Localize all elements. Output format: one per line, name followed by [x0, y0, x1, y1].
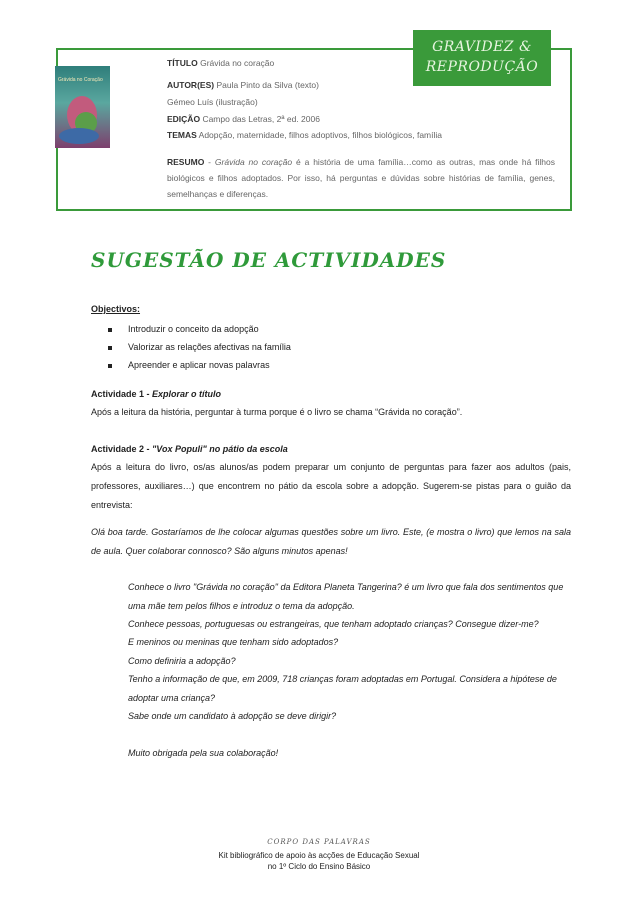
theme-tag-line1: GRAVIDEZ & [432, 39, 532, 55]
book-cover-title: Grávida no Coração [58, 77, 103, 83]
interview-question: Como definiria a adopção? [128, 656, 236, 666]
summary-label: RESUMO [167, 157, 205, 167]
interview-question: Tenho a informação de que, em 2009, 718 crianças foram adoptadas em Portugal. Considera a hipótese de adoptar uma criança? [128, 674, 557, 703]
footer-line2: no 1º Ciclo do Ensino Básico [267, 862, 371, 871]
objective-item [108, 324, 259, 334]
author-row [167, 80, 319, 90]
activity1-title: Explorar o título [152, 389, 222, 399]
summary-book-title: Grávida no coração [214, 157, 293, 167]
footer-brand: CORPO DAS PALAVRAS [267, 838, 371, 846]
interview-intro: Olá boa tarde. Gostaríamos de lhe colocar algumas questões sobre um livro. Este, (e mostra o livro) que lemos na sala de aula. Quer colaborar connosco? São alguns minutos apenas! [91, 527, 571, 556]
footer-line1: Kit bibliográfico de apoio às acções de Educação Sexual [218, 851, 420, 860]
themes-label: TEMAS [167, 130, 197, 140]
interview-question: E meninos ou meninas que tenham sido adoptados? [128, 637, 339, 647]
author-label: AUTOR(ES) [167, 80, 215, 90]
themes-value: Adopção, maternidade, filhos adoptivos, filhos biológicos, família [198, 130, 442, 140]
bullet-icon [108, 346, 112, 350]
objective-text: Introduzir o conceito da adopção [128, 324, 259, 334]
title-value: Grávida no coração [200, 58, 275, 68]
activity1-text: Após a leitura da história, perguntar à turma porque é o livro se chama “Grávida no coração”. [91, 407, 463, 417]
theme-tag [413, 30, 551, 86]
title-label: TÍTULO [167, 58, 198, 68]
bullet-icon [108, 328, 112, 332]
edition-value: Campo das Letras, 2ª ed. 2006 [202, 114, 320, 124]
illustrator-value: Gémeo Luís (ilustração) [167, 97, 258, 107]
illustrator-row [167, 97, 258, 107]
objective-text: Apreender e aplicar novas palavras [128, 360, 270, 370]
activity2-heading [91, 444, 288, 454]
interview-question: Sabe onde um candidato à adopção se deve dirigir? [128, 711, 337, 721]
objectives-title: Objectivos: [91, 304, 141, 314]
objective-item [108, 342, 291, 352]
edition-label: EDIÇÃO [167, 114, 201, 124]
objective-item [108, 360, 270, 370]
bullet-icon [108, 364, 112, 368]
themes-row [167, 130, 442, 140]
summary-text: é a história de uma família…como as outras, mas onde há filhos biológicos e filhos adoptados. Por isso, há perguntas e dúvidas sobre histórias de família, genes, semelhanças e diferenças. [167, 157, 556, 199]
activity2-title: "Vox Populi" no pátio da escola [152, 444, 288, 454]
theme-tag-line2: REPRODUÇÃO [425, 59, 539, 75]
interview-question: Conhece o livro "Grávida no coração" da Editora Planeta Tangerina? é um livro que fala dos sentimentos que uma mãe tem pelos filhos e introduz o tema da adopção. [128, 582, 564, 611]
author-value: Paula Pinto da Silva (texto) [216, 80, 319, 90]
interview-question: Conhece pessoas, portuguesas ou estrangeiras, que tenham adoptado crianças? Consegue dizer-me? [128, 619, 539, 629]
edition-row [167, 114, 320, 124]
section-heading: SUGESTÃO DE ACTIVIDADES [91, 248, 447, 272]
activity1-heading [91, 389, 221, 399]
interview-thanks: Muito obrigada pela sua colaboração! [128, 748, 279, 758]
summary-paragraph: RESUMO - Grávida no coração é a história de uma família…como as outras, mas onde há filhos biológicos e filhos adoptados. Por isso, há perguntas e dúvidas sobre histórias de família, genes, semelhanças e diferenças. [167, 157, 556, 199]
activity2-label: Actividade 2 - [91, 444, 153, 454]
activity2-text: Após a leitura do livro, os/as alunos/as podem preparar um conjunto de perguntas para fazer aos adultos (pais, professores, auxiliares…) que encontrem no pátio da escola sobre a adopção. Sugerem-se pistas para o guião da entrevista: [91, 462, 571, 510]
objective-text: Valorizar as relações afectivas na família [128, 342, 291, 352]
title-row [167, 58, 274, 68]
activity1-label: Actividade 1 - [91, 389, 153, 399]
book-cover-image [55, 66, 110, 148]
